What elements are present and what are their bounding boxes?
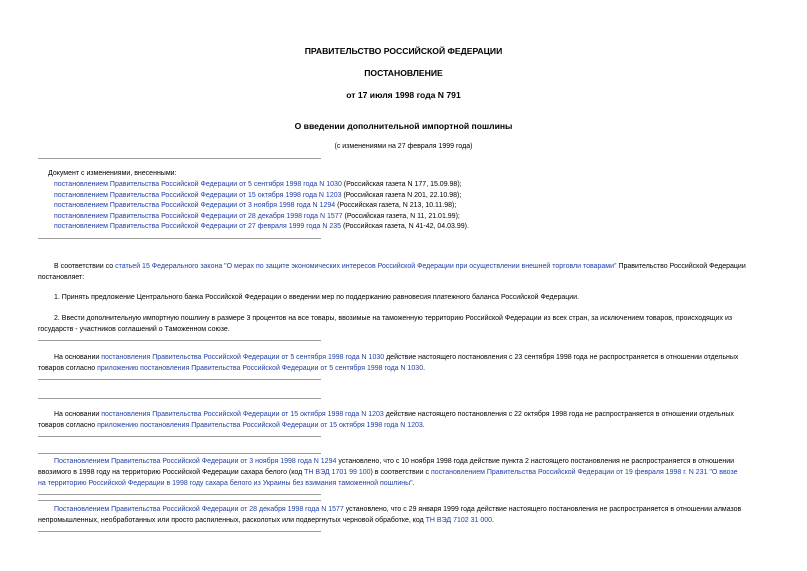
note-text: установлено, что с 10 ноября 1998 года действие пункта 2 настоящего постановления не распространяется в отношении [336,458,735,465]
change-source: (Российская газета, N 41-42, 04.03.99). [341,223,469,230]
preamble-line-2: постановляет: [38,274,85,281]
note-text: непромышленных, необработанных или просто распиленных, расколотых или подвергнутых черновой обработке, код [38,517,426,524]
note-1030-line-2 [38,364,425,375]
note-text: установлено, что с 29 января 1999 года действие настоящего постановления не распространяется в отношении алмазов [343,506,742,513]
separator-line [38,436,321,437]
note-text: ввозимого в 1998 году на территорию Российской Федерации сахара белого (код [38,469,305,476]
government-heading: ПРАВИТЕЛЬСТВО РОССИЙСКОЙ ФЕДЕРАЦИИ [304,46,503,56]
resolution-231-link-continued[interactable]: на территорию Российской Федерации в 1998 году сахара белого из Украины без взимания таможенной пошлины" [38,480,413,487]
note-1030-line-1 [54,353,738,364]
note-text: . [422,422,425,429]
tn-ved-7102-link[interactable]: ТН ВЭД 7102 31 000 [425,517,493,524]
separator-line [38,238,321,239]
document-title: О введении дополнительной импортной пошлины [294,121,513,131]
amendment-note: (с изменениями на 27 февраля 1999 года) [334,143,473,150]
appendix-1030-link[interactable]: приложению постановления Правительства Российской Федерации от 5 сентября 1998 года N 1030 [97,365,424,372]
change-source: (Российская газета, N 11, 21.01.99); [342,212,460,220]
note-text: действие настоящего постановления с 22 октября 1998 года не распространяется в отношении отдельных [383,411,734,418]
tn-ved-1701-link[interactable]: ТН ВЭД 1701 99 100 [304,469,371,476]
change-link-1294[interactable]: постановлением Правительства Российской Федерации от 3 ноября 1998 года N 1294 [54,202,336,209]
note-text: действие настоящего постановления с 23 сентября 1998 года не распространяется в отношении отдельных [384,354,739,361]
note-text: товаров согласно [38,422,98,429]
note-1203-line-2 [38,421,425,432]
change-link-1577[interactable]: постановлением Правительства Российской Федерации от 28 декабря 1998 года N 1577 [54,212,343,220]
resolution-1294-link[interactable]: Постановлением Правительства Российской Федерации от 3 ноября 1998 года N 1294 [54,458,337,465]
change-item [54,180,462,191]
separator-line [38,379,321,380]
document-type: ПОСТАНОВЛЕНИЕ [364,68,443,78]
resolution-1577-link[interactable]: Постановлением Правительства Российской Федерации от 28 декабря 1998 года N 1577 [54,506,344,513]
changes-intro: Документ с изменениями, внесенными: [48,170,177,177]
change-item [54,212,460,223]
preamble-text: Правительство Российской Федерации [616,263,746,270]
resolution-1203-link[interactable]: постановления Правительства Российской Федерации от 15 октября 1998 года N 1203 [101,411,384,418]
change-source: (Российская газета N 201, 22.10.98); [341,191,462,199]
change-source: (Российская газета, N 213, 10.11.98); [335,202,457,209]
separator-line [38,158,321,159]
separator-line [38,398,321,399]
item-2-line-2: государств - участников соглашений о Таможенном союзе. [38,326,230,333]
note-text: На основании [54,411,102,418]
preamble-line-1 [54,262,746,273]
change-item [54,201,456,212]
separator-line [38,531,321,532]
note-text: товаров согласно [38,365,98,372]
separator-line [38,494,321,495]
resolution-1030-link[interactable]: постановления Правительства Российской Федерации от 5 сентября 1998 года N 1030 [101,354,385,361]
note-text: На основании [54,354,102,361]
note-text: . [423,365,426,372]
separator-line [38,340,321,341]
appendix-1203-link[interactable]: приложению постановления Правительства Российской Федерации от 15 октября 1998 года N 1203 [97,422,423,429]
separator-line [38,500,321,501]
note-1294-line-2 [38,468,737,479]
note-text: . [412,480,415,487]
note-1577-line-2 [38,516,494,527]
item-2-line-1: 2. Ввести дополнительную импортную пошлину в размере 3 процентов на все товары, ввозимые на таможенную территорию Российской Федерации из всех стран, за исключением товаров, происходящих из [54,315,733,322]
note-1203-line-1 [54,410,734,421]
note-1294-line-3 [38,479,415,490]
item-1: 1. Принять предложение Центрального банка Российской Федерации о введении мер по поддержанию равновесия платежного баланса Российской Федерации. [54,294,580,301]
change-link-1203[interactable]: постановлением Правительства Российской Федерации от 15 октября 1998 года N 1203 [54,191,342,199]
note-text: . [492,517,494,524]
change-link-1030[interactable]: постановлением Правительства Российской Федерации от 5 сентября 1998 года N 1030 [54,181,342,188]
change-link-235[interactable]: постановлением Правительства Российской Федерации от 27 февраля 1999 года N 235 [54,223,341,230]
note-text: ) в соответствии с [370,469,431,476]
note-1577-line-1 [54,505,741,516]
preamble-text: В соответствии со [54,263,116,270]
document-date-number: от 17 июля 1998 года N 791 [346,90,461,100]
note-1294-line-1 [54,457,734,468]
change-item [54,222,469,233]
separator-line [38,453,321,454]
change-source: (Российская газета N 177, 15.09.98); [341,181,462,188]
resolution-231-link[interactable]: постановлением Правительства Российской Федерации от 19 февраля 1998 г. N 231 "О ввозе [430,469,738,476]
federal-law-link[interactable]: статьей 15 Федерального закона "О мерах по защите экономических интересов Российской Федерации при осуществлении внешней торговли товарами" [115,263,617,270]
change-item [54,191,461,202]
